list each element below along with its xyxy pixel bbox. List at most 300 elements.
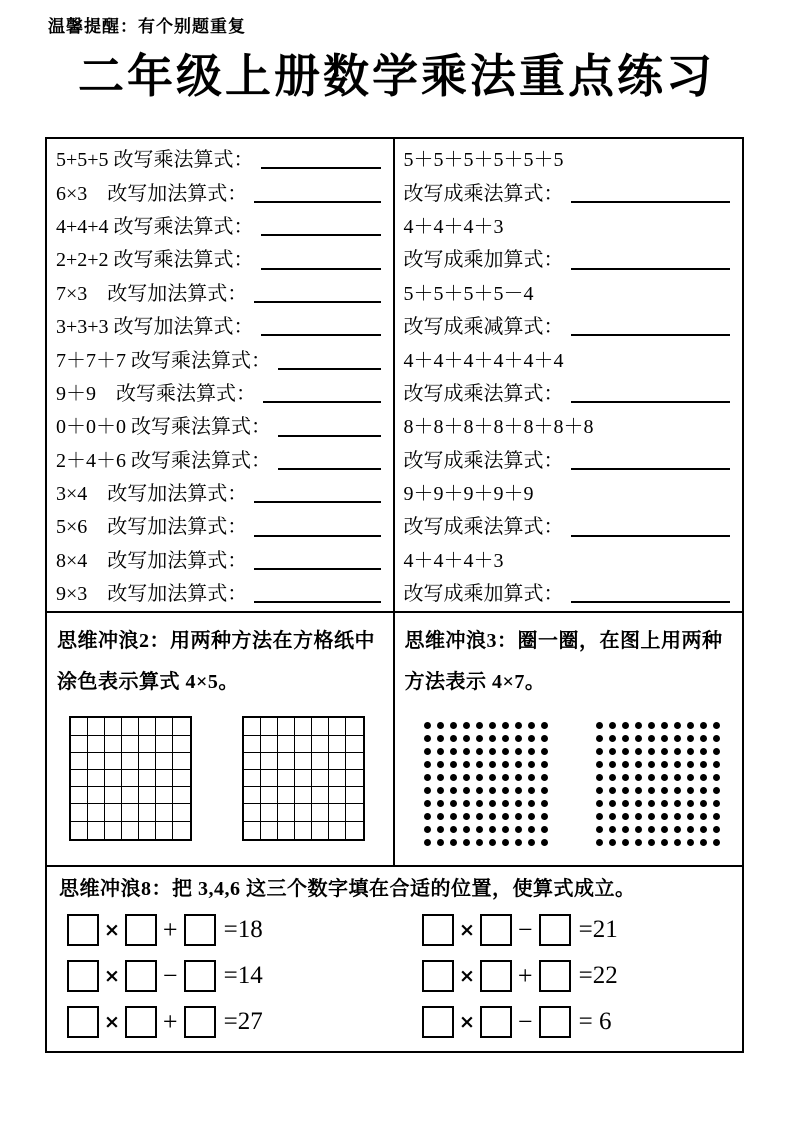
- dot: [700, 774, 707, 781]
- dot-array[interactable]: [593, 719, 723, 849]
- dot: [661, 826, 668, 833]
- dot: [541, 761, 548, 768]
- grid-cell: [173, 804, 190, 821]
- answer-box[interactable]: [67, 1006, 99, 1038]
- dot-cell: [619, 732, 632, 745]
- dot-cell: [538, 823, 551, 836]
- answer-blank[interactable]: [263, 401, 381, 403]
- grid-cell: [139, 822, 156, 839]
- answer-blank[interactable]: [278, 368, 381, 370]
- exercise-question: 7×3 改写加法算式：: [56, 282, 248, 305]
- dot-cell: [538, 719, 551, 732]
- dot: [635, 839, 642, 846]
- answer-blank[interactable]: [261, 334, 381, 336]
- operator-sign: −: [162, 961, 178, 991]
- dot: [648, 761, 655, 768]
- dot-cell: [606, 797, 619, 810]
- dot: [713, 839, 720, 846]
- dot: [424, 722, 431, 729]
- dot: [674, 813, 681, 820]
- grid-cell: [156, 770, 173, 787]
- coloring-grid[interactable]: [69, 716, 192, 840]
- dot-array[interactable]: [421, 719, 551, 849]
- exercise-row: [47, 241, 393, 274]
- dot: [463, 813, 470, 820]
- dot-cell: [632, 732, 645, 745]
- dot-cell: [697, 797, 710, 810]
- multiply-sign: ×: [104, 965, 120, 988]
- equation-column-right: [422, 911, 618, 1041]
- dot: [528, 787, 535, 794]
- dot: [596, 839, 603, 846]
- exercise-question: 2＋4＋6 改写乘法算式：: [56, 449, 271, 472]
- grid-cell: [71, 736, 88, 753]
- dot: [476, 735, 483, 742]
- dot-cell: [421, 732, 434, 745]
- dot: [489, 748, 496, 755]
- dot-cell: [697, 784, 710, 797]
- dot: [687, 826, 694, 833]
- dot: [687, 839, 694, 846]
- grid-cell: [278, 787, 295, 804]
- dot-cell: [499, 836, 512, 849]
- answer-blank[interactable]: [254, 568, 380, 570]
- answer-box[interactable]: [184, 1006, 216, 1038]
- dot: [687, 800, 694, 807]
- answer-blank[interactable]: [278, 468, 381, 470]
- grid-cell: [139, 736, 156, 753]
- dot-cell: [619, 823, 632, 836]
- dot: [622, 761, 629, 768]
- exercise-row: [47, 508, 393, 541]
- dot-cell: [525, 823, 538, 836]
- dot-cell: [434, 719, 447, 732]
- grid-cell: [261, 770, 278, 787]
- dot-cell: [710, 797, 723, 810]
- dot: [674, 722, 681, 729]
- dot-cell: [512, 719, 525, 732]
- answer-blank[interactable]: [571, 201, 731, 203]
- dot-cell: [710, 784, 723, 797]
- dot: [700, 787, 707, 794]
- dot-cell: [421, 745, 434, 758]
- dot-cell: [486, 836, 499, 849]
- dot: [502, 813, 509, 820]
- grid-cell: [295, 822, 312, 839]
- grid-cell: [244, 753, 261, 770]
- dot: [476, 761, 483, 768]
- dot-cell: [684, 836, 697, 849]
- operator-sign: −: [517, 915, 533, 945]
- answer-box[interactable]: [422, 1006, 454, 1038]
- activity-section: [47, 613, 742, 867]
- answer-box[interactable]: [480, 960, 512, 992]
- dot-cell: [606, 784, 619, 797]
- dot: [450, 813, 457, 820]
- dot: [674, 800, 681, 807]
- grid-cell: [346, 736, 363, 753]
- dot-cell: [710, 771, 723, 784]
- grid-cell: [261, 822, 278, 839]
- exercise-expression: 4＋4＋4＋3: [403, 549, 504, 572]
- dot: [424, 735, 431, 742]
- answer-box[interactable]: [422, 960, 454, 992]
- dot: [609, 813, 616, 820]
- grid-cell: [156, 787, 173, 804]
- exercise-question: 2+2+2 改写乘法算式：: [56, 249, 254, 272]
- dot-cell: [538, 732, 551, 745]
- answer-box[interactable]: [67, 914, 99, 946]
- exercise-question: 9＋9 改写乘法算式：: [56, 382, 256, 405]
- dot: [515, 826, 522, 833]
- dot: [661, 774, 668, 781]
- exercise-row: [395, 508, 743, 541]
- grid-cell: [295, 804, 312, 821]
- dot: [502, 722, 509, 729]
- dot: [541, 839, 548, 846]
- grid-cell: [295, 787, 312, 804]
- dot: [450, 722, 457, 729]
- multiply-sign: ×: [459, 919, 475, 942]
- exercise-question: 改写成乘法算式：: [403, 449, 564, 472]
- grid-cell: [105, 804, 122, 821]
- dot-cell: [710, 758, 723, 771]
- dot: [450, 735, 457, 742]
- dot-cell: [512, 745, 525, 758]
- exercise-expression: 5＋5＋5＋5＋5＋5: [403, 149, 564, 172]
- grid-cell: [261, 787, 278, 804]
- dot: [437, 787, 444, 794]
- dot-grids: [421, 719, 733, 849]
- exercise-question: 8×4 改写加法算式：: [56, 549, 248, 572]
- multiply-sign: ×: [104, 919, 120, 942]
- dot-cell: [421, 797, 434, 810]
- exercise-expression: 4＋4＋4＋3: [403, 215, 504, 238]
- dot-cell: [473, 745, 486, 758]
- dot: [635, 748, 642, 755]
- grid-cell: [329, 753, 346, 770]
- dot-cell: [593, 836, 606, 849]
- dot: [437, 813, 444, 820]
- exercise-question: 改写成乘加算式：: [403, 583, 564, 606]
- dot-cell: [697, 758, 710, 771]
- answer-box[interactable]: [184, 960, 216, 992]
- grid-cell: [122, 804, 139, 821]
- dot-cell: [619, 745, 632, 758]
- equation-column-left: [67, 911, 422, 1041]
- dot: [648, 774, 655, 781]
- dot-cell: [473, 719, 486, 732]
- dot-cell: [447, 771, 460, 784]
- dot: [622, 774, 629, 781]
- coloring-grid[interactable]: [242, 716, 365, 840]
- answer-blank[interactable]: [571, 468, 731, 470]
- dot: [541, 787, 548, 794]
- grid-cell: [312, 787, 329, 804]
- dot: [661, 800, 668, 807]
- dot-cell: [593, 797, 606, 810]
- dot-cell: [512, 771, 525, 784]
- exercise-question: 7＋7＋7 改写乘法算式：: [56, 349, 271, 372]
- equation-row: [422, 957, 618, 995]
- dot-cell: [710, 745, 723, 758]
- dot-cell: [658, 836, 671, 849]
- grid-cell: [139, 770, 156, 787]
- dot: [687, 735, 694, 742]
- dot-cell: [697, 823, 710, 836]
- dot: [515, 800, 522, 807]
- answer-box[interactable]: [480, 1006, 512, 1038]
- dot: [713, 826, 720, 833]
- dot-cell: [645, 745, 658, 758]
- exercise-row: [395, 475, 743, 508]
- dot: [622, 735, 629, 742]
- dot-cell: [606, 771, 619, 784]
- dot: [687, 722, 694, 729]
- dot: [476, 839, 483, 846]
- dot-cell: [619, 810, 632, 823]
- dot: [541, 826, 548, 833]
- dot: [661, 813, 668, 820]
- grid-cell: [278, 770, 295, 787]
- dot-cell: [684, 823, 697, 836]
- dot: [437, 826, 444, 833]
- dot: [622, 813, 629, 820]
- dot: [700, 826, 707, 833]
- dot-cell: [538, 758, 551, 771]
- grid-cell: [71, 770, 88, 787]
- dot: [609, 774, 616, 781]
- dot: [713, 774, 720, 781]
- dot-cell: [632, 758, 645, 771]
- dot-cell: [499, 745, 512, 758]
- dot: [541, 800, 548, 807]
- dot: [424, 748, 431, 755]
- grid-cell: [173, 787, 190, 804]
- grid-cell: [71, 718, 88, 735]
- dot-cell: [538, 810, 551, 823]
- dot: [528, 774, 535, 781]
- dot: [515, 774, 522, 781]
- exercise-column-right: [395, 139, 743, 611]
- dot: [424, 774, 431, 781]
- grid-cell: [312, 753, 329, 770]
- page-title: 二年级上册数学乘法重点练习: [78, 51, 715, 102]
- dot-cell: [447, 732, 460, 745]
- dot: [713, 735, 720, 742]
- dot-cell: [473, 810, 486, 823]
- grid-cell: [261, 804, 278, 821]
- activity2-cell: [47, 613, 395, 865]
- dot-cell: [447, 784, 460, 797]
- equation-row: [422, 911, 618, 949]
- dot: [622, 800, 629, 807]
- grid-cell: [278, 753, 295, 770]
- dot-cell: [460, 758, 473, 771]
- answer-blank[interactable]: [254, 601, 380, 603]
- answer-box[interactable]: [125, 914, 157, 946]
- grid-cell: [244, 718, 261, 735]
- dot-cell: [460, 719, 473, 732]
- dot: [635, 787, 642, 794]
- dot-cell: [460, 732, 473, 745]
- dot-cell: [645, 784, 658, 797]
- answer-blank[interactable]: [261, 234, 381, 236]
- exercise-row: [47, 275, 393, 308]
- answer-box[interactable]: [539, 1006, 571, 1038]
- answer-blank[interactable]: [571, 401, 731, 403]
- dot-cell: [593, 810, 606, 823]
- dot: [713, 722, 720, 729]
- dot-cell: [671, 797, 684, 810]
- dot-cell: [447, 836, 460, 849]
- answer-blank[interactable]: [261, 268, 381, 270]
- dot: [450, 826, 457, 833]
- exercise-row: [47, 341, 393, 374]
- dot: [476, 826, 483, 833]
- answer-blank[interactable]: [254, 201, 380, 203]
- dot-cell: [447, 797, 460, 810]
- exercise-row: [395, 141, 743, 174]
- exercise-question: 5×6 改写加法算式：: [56, 516, 248, 539]
- grid-cell: [346, 787, 363, 804]
- dot: [515, 748, 522, 755]
- answer-box[interactable]: [539, 960, 571, 992]
- grid-cell: [139, 753, 156, 770]
- dot-cell: [619, 719, 632, 732]
- dot-cell: [434, 732, 447, 745]
- answer-blank[interactable]: [571, 535, 731, 537]
- dot: [674, 787, 681, 794]
- dot: [463, 774, 470, 781]
- answer-box[interactable]: [539, 914, 571, 946]
- dot-cell: [525, 732, 538, 745]
- dot-cell: [606, 719, 619, 732]
- dot-cell: [434, 771, 447, 784]
- dot-cell: [486, 784, 499, 797]
- dot-cell: [434, 823, 447, 836]
- answer-box[interactable]: [67, 960, 99, 992]
- answer-blank[interactable]: [571, 601, 731, 603]
- answer-box[interactable]: [125, 1006, 157, 1038]
- operator-sign: +: [517, 961, 533, 991]
- answer-box[interactable]: [184, 914, 216, 946]
- equation-row: [422, 1003, 618, 1041]
- dot: [450, 800, 457, 807]
- dot: [609, 839, 616, 846]
- equation-result: = 6: [578, 1008, 612, 1036]
- grid-cell: [122, 822, 139, 839]
- dot: [515, 813, 522, 820]
- dot: [437, 800, 444, 807]
- dot-cell: [593, 823, 606, 836]
- dot: [622, 748, 629, 755]
- answer-box[interactable]: [422, 914, 454, 946]
- dot-cell: [632, 836, 645, 849]
- dot-cell: [671, 732, 684, 745]
- dot: [476, 813, 483, 820]
- dot-cell: [671, 758, 684, 771]
- equation-row: [67, 911, 422, 949]
- dot: [489, 826, 496, 833]
- dot: [661, 722, 668, 729]
- dot: [596, 787, 603, 794]
- dot: [713, 748, 720, 755]
- dot: [502, 826, 509, 833]
- dot-cell: [525, 771, 538, 784]
- answer-blank[interactable]: [278, 435, 381, 437]
- dot-cell: [593, 758, 606, 771]
- dot-cell: [658, 810, 671, 823]
- dot-cell: [710, 810, 723, 823]
- dot: [424, 813, 431, 820]
- dot: [476, 748, 483, 755]
- answer-box[interactable]: [480, 914, 512, 946]
- exercise-row: [395, 375, 743, 408]
- exercise-question: 5+5+5 改写乘法算式：: [56, 149, 254, 172]
- dot-cell: [473, 823, 486, 836]
- dot: [687, 748, 694, 755]
- dot-cell: [684, 732, 697, 745]
- dot-cell: [512, 732, 525, 745]
- dot: [541, 748, 548, 755]
- dot: [635, 813, 642, 820]
- dot-cell: [499, 758, 512, 771]
- exercise-question: 改写成乘法算式：: [403, 182, 564, 205]
- dot: [635, 800, 642, 807]
- dot-cell: [473, 836, 486, 849]
- dot: [528, 826, 535, 833]
- answer-blank[interactable]: [571, 334, 731, 336]
- grid-cell: [261, 718, 278, 735]
- dot-cell: [632, 745, 645, 758]
- grid-cell: [346, 718, 363, 735]
- answer-blank[interactable]: [254, 535, 380, 537]
- dot-cell: [593, 732, 606, 745]
- grid-cell: [244, 787, 261, 804]
- answer-blank[interactable]: [254, 501, 380, 503]
- dot: [648, 813, 655, 820]
- dot: [674, 826, 681, 833]
- grid-cell: [105, 787, 122, 804]
- grid-cell: [312, 718, 329, 735]
- dot-cell: [434, 836, 447, 849]
- dot: [700, 735, 707, 742]
- dot: [502, 774, 509, 781]
- dot: [609, 826, 616, 833]
- dot: [502, 787, 509, 794]
- dot: [713, 800, 720, 807]
- answer-blank[interactable]: [254, 301, 380, 303]
- grid-cell: [173, 753, 190, 770]
- dot-cell: [593, 771, 606, 784]
- dot-cell: [684, 745, 697, 758]
- dot: [489, 735, 496, 742]
- dot: [674, 748, 681, 755]
- dot-cell: [512, 758, 525, 771]
- answer-box[interactable]: [125, 960, 157, 992]
- grid-cell: [312, 822, 329, 839]
- answer-blank[interactable]: [261, 167, 381, 169]
- dot-cell: [671, 836, 684, 849]
- dot: [700, 813, 707, 820]
- grid-cell: [329, 787, 346, 804]
- dot-cell: [671, 784, 684, 797]
- dot-cell: [473, 797, 486, 810]
- grid-cell: [88, 822, 105, 839]
- answer-blank[interactable]: [571, 268, 731, 270]
- dot-cell: [658, 732, 671, 745]
